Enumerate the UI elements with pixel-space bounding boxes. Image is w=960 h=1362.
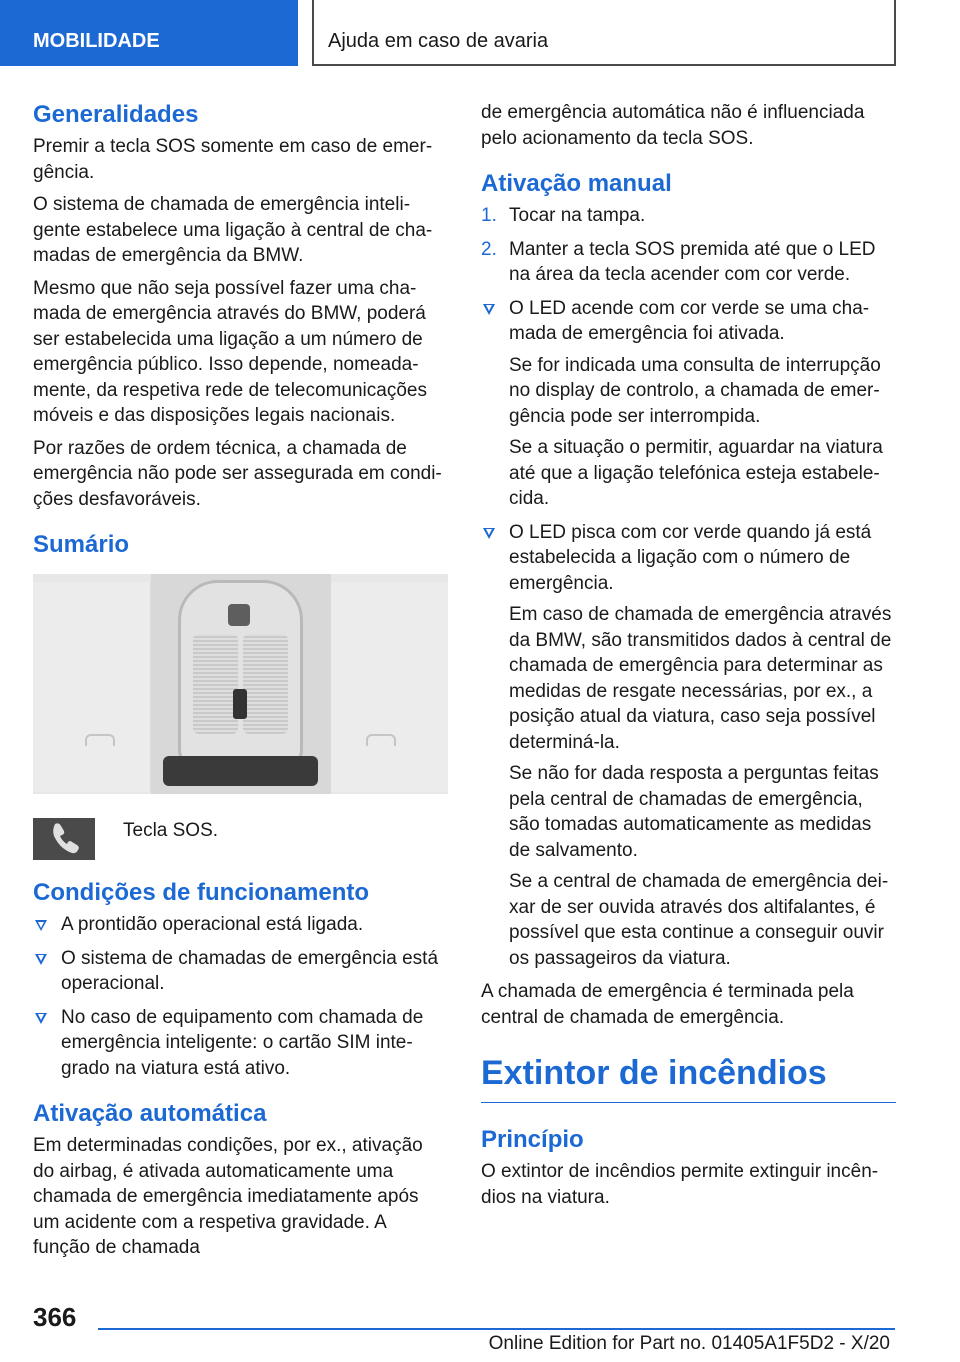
paragraph: O sistema de chamada de emergência inteli‐gente estabelece uma ligação à central de cha‐madas de emergência da BMW. <box>33 194 433 266</box>
heading-ativacao-manual: Ativação manual <box>481 170 672 197</box>
triangle-bullet-icon <box>483 528 495 539</box>
list-item: 2. Manter a tecla SOS premida até que o LED na área da tecla acender com cor verde. <box>481 238 876 285</box>
page-number: 366 <box>33 1302 77 1332</box>
paragraph: Em determinadas condições, por ex., ativação do airbag, é ativada automaticamente uma chamada de emergência imediatamente após um acidente com a respetiva gravidade. A função de chamada <box>33 1135 423 1258</box>
paragraph: de emergência automática não é influenciada pelo acionamento da tecla SOS. <box>481 102 865 149</box>
condicoes-list <box>33 912 448 1081</box>
paragraph: Mesmo que não seja possível fazer uma cha‐mada de emergência através do BMW, poderá ser estabelecida uma ligação a um número de emergência público. Isso depende, nomeada‐mente, da respetiva rede de telecomunicações móveis e das disposições legais nacionais. <box>33 277 427 426</box>
sos-caption: Tecla SOS. <box>123 820 219 841</box>
paragraph: Por razões de ordem técnica, a chamada de emergência não pode ser assegurada em condi‐ções desfavoráveis. <box>33 437 442 510</box>
sos-symbol-row <box>33 812 448 868</box>
list-item: O LED pisca com cor verde quando já está estabelecida a ligação com o número de emergência. Em caso de chamada de emergência através da BMW, são transmitidos dados à central de chamada de emergência para determinar as medidas de resgate necessárias, por ex., a posição atual da viatura, caso seja possível determiná-la. Se não for dada resposta a perguntas feitas pela central de chamadas de emergência, são tomadas automaticamente as medidas de salvamento. Se a central de chamada de emergência dei‐xar de ser ouvida através dos altifalantes, é possível que esta continue a conseguir ouvir os passageiros da viatura. <box>481 520 896 972</box>
list-item: 1. Tocar na tampa. <box>481 205 646 226</box>
chapter-title: Ajuda em caso de avaria <box>312 0 896 66</box>
list-item: A prontidão operacional está ligada. <box>33 912 448 938</box>
list-item: O sistema de chamadas de emergência está operacional. <box>33 946 448 997</box>
heading-extintor: Extintor de incêndios <box>481 1052 896 1103</box>
page-header <box>0 0 960 66</box>
triangle-bullet-icon <box>35 920 47 931</box>
heading-principio: Princípio <box>481 1126 584 1153</box>
left-column <box>33 100 448 1268</box>
sos-phone-icon <box>33 818 95 860</box>
steps-list <box>481 203 896 288</box>
heading-condicoes: Condições de funcionamento <box>33 879 370 906</box>
paragraph: O extintor de incêndios permite extinguir incên‐dios na viatura. <box>481 1161 879 1208</box>
section-tab: MOBILIDADE <box>0 0 298 66</box>
triangle-bullet-icon <box>35 954 47 965</box>
list-item: O LED acende com cor verde se uma cha‐mada de emergência foi ativada. Se for indicada uma consulta de interrupção no display de controlo, a chamada de emer‐gência pode ser interrompida. Se a situação o permitir, aguardar na viatura até que a ligação telefónica esteja estabele‐cida. <box>481 296 896 512</box>
right-column <box>481 100 896 1217</box>
paragraph: Premir a tecla SOS somente em caso de emer‐gência. <box>33 136 433 183</box>
sos-cover-button <box>228 604 250 626</box>
triangle-bullet-icon <box>35 1013 47 1024</box>
paragraph: A chamada de emergência é terminada pela central de chamada de emergência. <box>481 981 854 1028</box>
footer-divider <box>98 1328 895 1330</box>
heading-generalidades: Generalidades <box>33 101 199 128</box>
edition-text: Online Edition for Part no. 01405A1F5D2 - X/20 <box>488 1333 890 1354</box>
heading-sumario: Sumário <box>33 531 130 558</box>
triangle-bullet-icon <box>483 304 495 315</box>
overhead-console-photo <box>33 574 448 794</box>
led-status-list <box>481 296 896 972</box>
list-item: No caso de equipamento com chamada de emergência inteligente: o cartão SIM inte‐grado na viatura está ativo. <box>33 1005 448 1082</box>
page-footer <box>0 1290 960 1362</box>
heading-ativacao-automatica: Ativação automática <box>33 1100 267 1127</box>
